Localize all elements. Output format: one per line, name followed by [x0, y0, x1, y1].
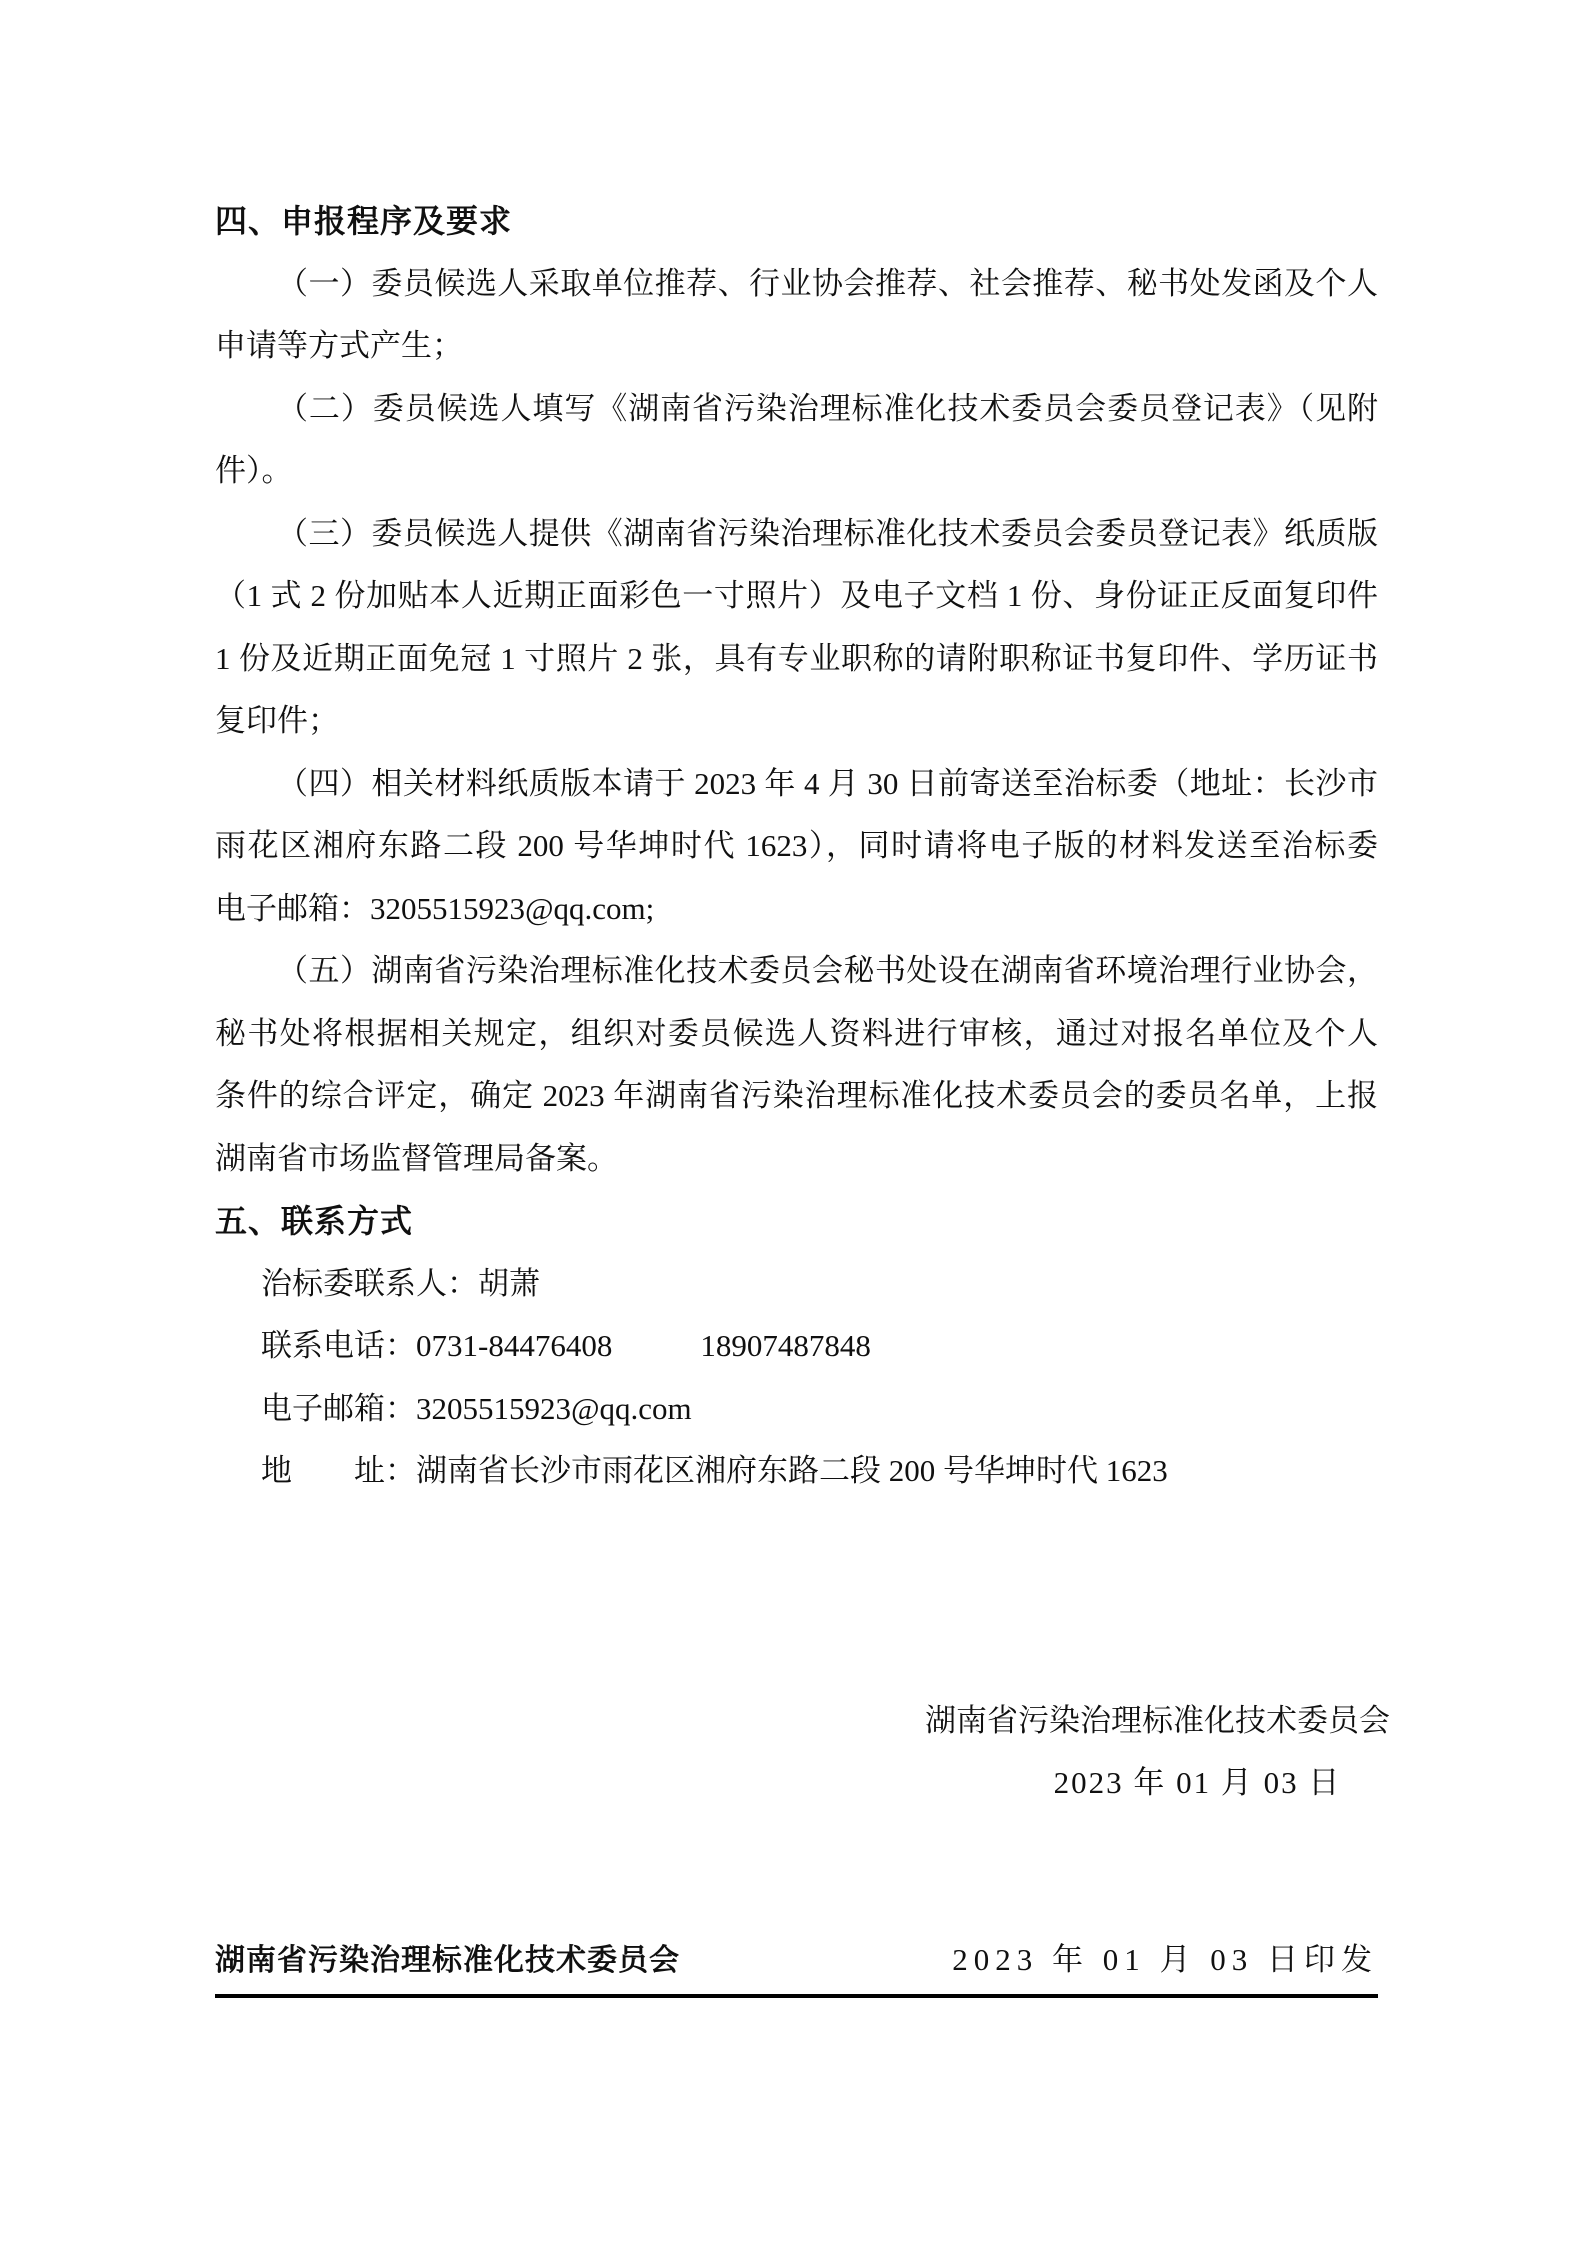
- paragraph-line: 1 份及近期正面免冠 1 寸照片 2 张，具有专业职称的请附职称证书复印件、学历证书: [215, 640, 1378, 676]
- paragraph-line: （一）委员候选人采取单位推荐、行业协会推荐、社会推荐、秘书处发函及个人: [277, 265, 1378, 301]
- footer-print-date: 2023 年 01 月 03 日印发: [952, 1942, 1378, 1977]
- paragraph-line: 秘书处将根据相关规定，组织对委员候选人资料进行审核，通过对报名单位及个人: [215, 1015, 1378, 1051]
- signature-date: 2023 年 01 月 03 日: [1053, 1765, 1342, 1800]
- footer-colophon: [215, 1936, 1378, 1998]
- footer-org-name: 湖南省污染治理标准化技术委员会: [215, 1944, 680, 1977]
- signature-org: 湖南省污染治理标准化技术委员会: [925, 1702, 1390, 1738]
- contact-phone-line: [215, 1315, 1378, 1378]
- signature-block: [925, 1690, 1390, 1815]
- paragraph-line: （五）湖南省污染治理标准化技术委员会秘书处设在湖南省环境治理行业协会，: [277, 953, 1378, 988]
- section-4-heading: 四、申报程序及要求: [215, 203, 513, 239]
- contact-person-line: 治标委联系人：胡萧: [261, 1265, 540, 1301]
- paragraph-line: （二）委员候选人填写《湖南省污染治理标准化技术委员会委员登记表》（见附: [277, 390, 1378, 426]
- paragraph-line: （四）相关材料纸质版本请于 2023 年 4 月 30 日前寄送至治标委（地址：长沙市: [277, 765, 1378, 801]
- vertical-spacer: [215, 1503, 1378, 1690]
- paragraph-line: 湖南省市场监督管理局备案。: [215, 1140, 618, 1176]
- contact-email-line: 电子邮箱：3205515923@qq.com: [261, 1390, 692, 1426]
- paragraph-line: 雨花区湘府东路二段 200 号华坤时代 1623），同时请将电子版的材料发送至治标委: [215, 828, 1378, 863]
- paragraph-line: 条件的综合评定，确定 2023 年湖南省污染治理标准化技术委员会的委员名单，上报: [215, 1078, 1378, 1113]
- document-body: [215, 190, 1390, 1815]
- paragraph-line: 复印件；: [215, 703, 339, 738]
- contact-phone-number-1: 0731-84476408: [416, 1328, 613, 1363]
- paragraph-line: 件）。: [215, 453, 293, 488]
- contact-phone-number-2: 18907487848: [700, 1328, 871, 1363]
- section-5-heading: 五、联系方式: [215, 1203, 414, 1239]
- contact-address-line: 地 址：湖南省长沙市雨花区湘府东路二段 200 号华坤时代 1623: [261, 1453, 1168, 1488]
- paragraph-line: （1 式 2 份加贴本人近期正面彩色一寸照片）及电子文档 1 份、身份证正反面复印件: [215, 578, 1378, 613]
- contact-phone-label: 联系电话：: [261, 1328, 416, 1363]
- paragraph-line: 电子邮箱：3205515923@qq.com;: [215, 890, 655, 926]
- paragraph-line: 申请等方式产生；: [215, 328, 463, 363]
- paragraph-line: （三）委员候选人提供《湖南省污染治理标准化技术委员会委员登记表》纸质版: [277, 515, 1378, 551]
